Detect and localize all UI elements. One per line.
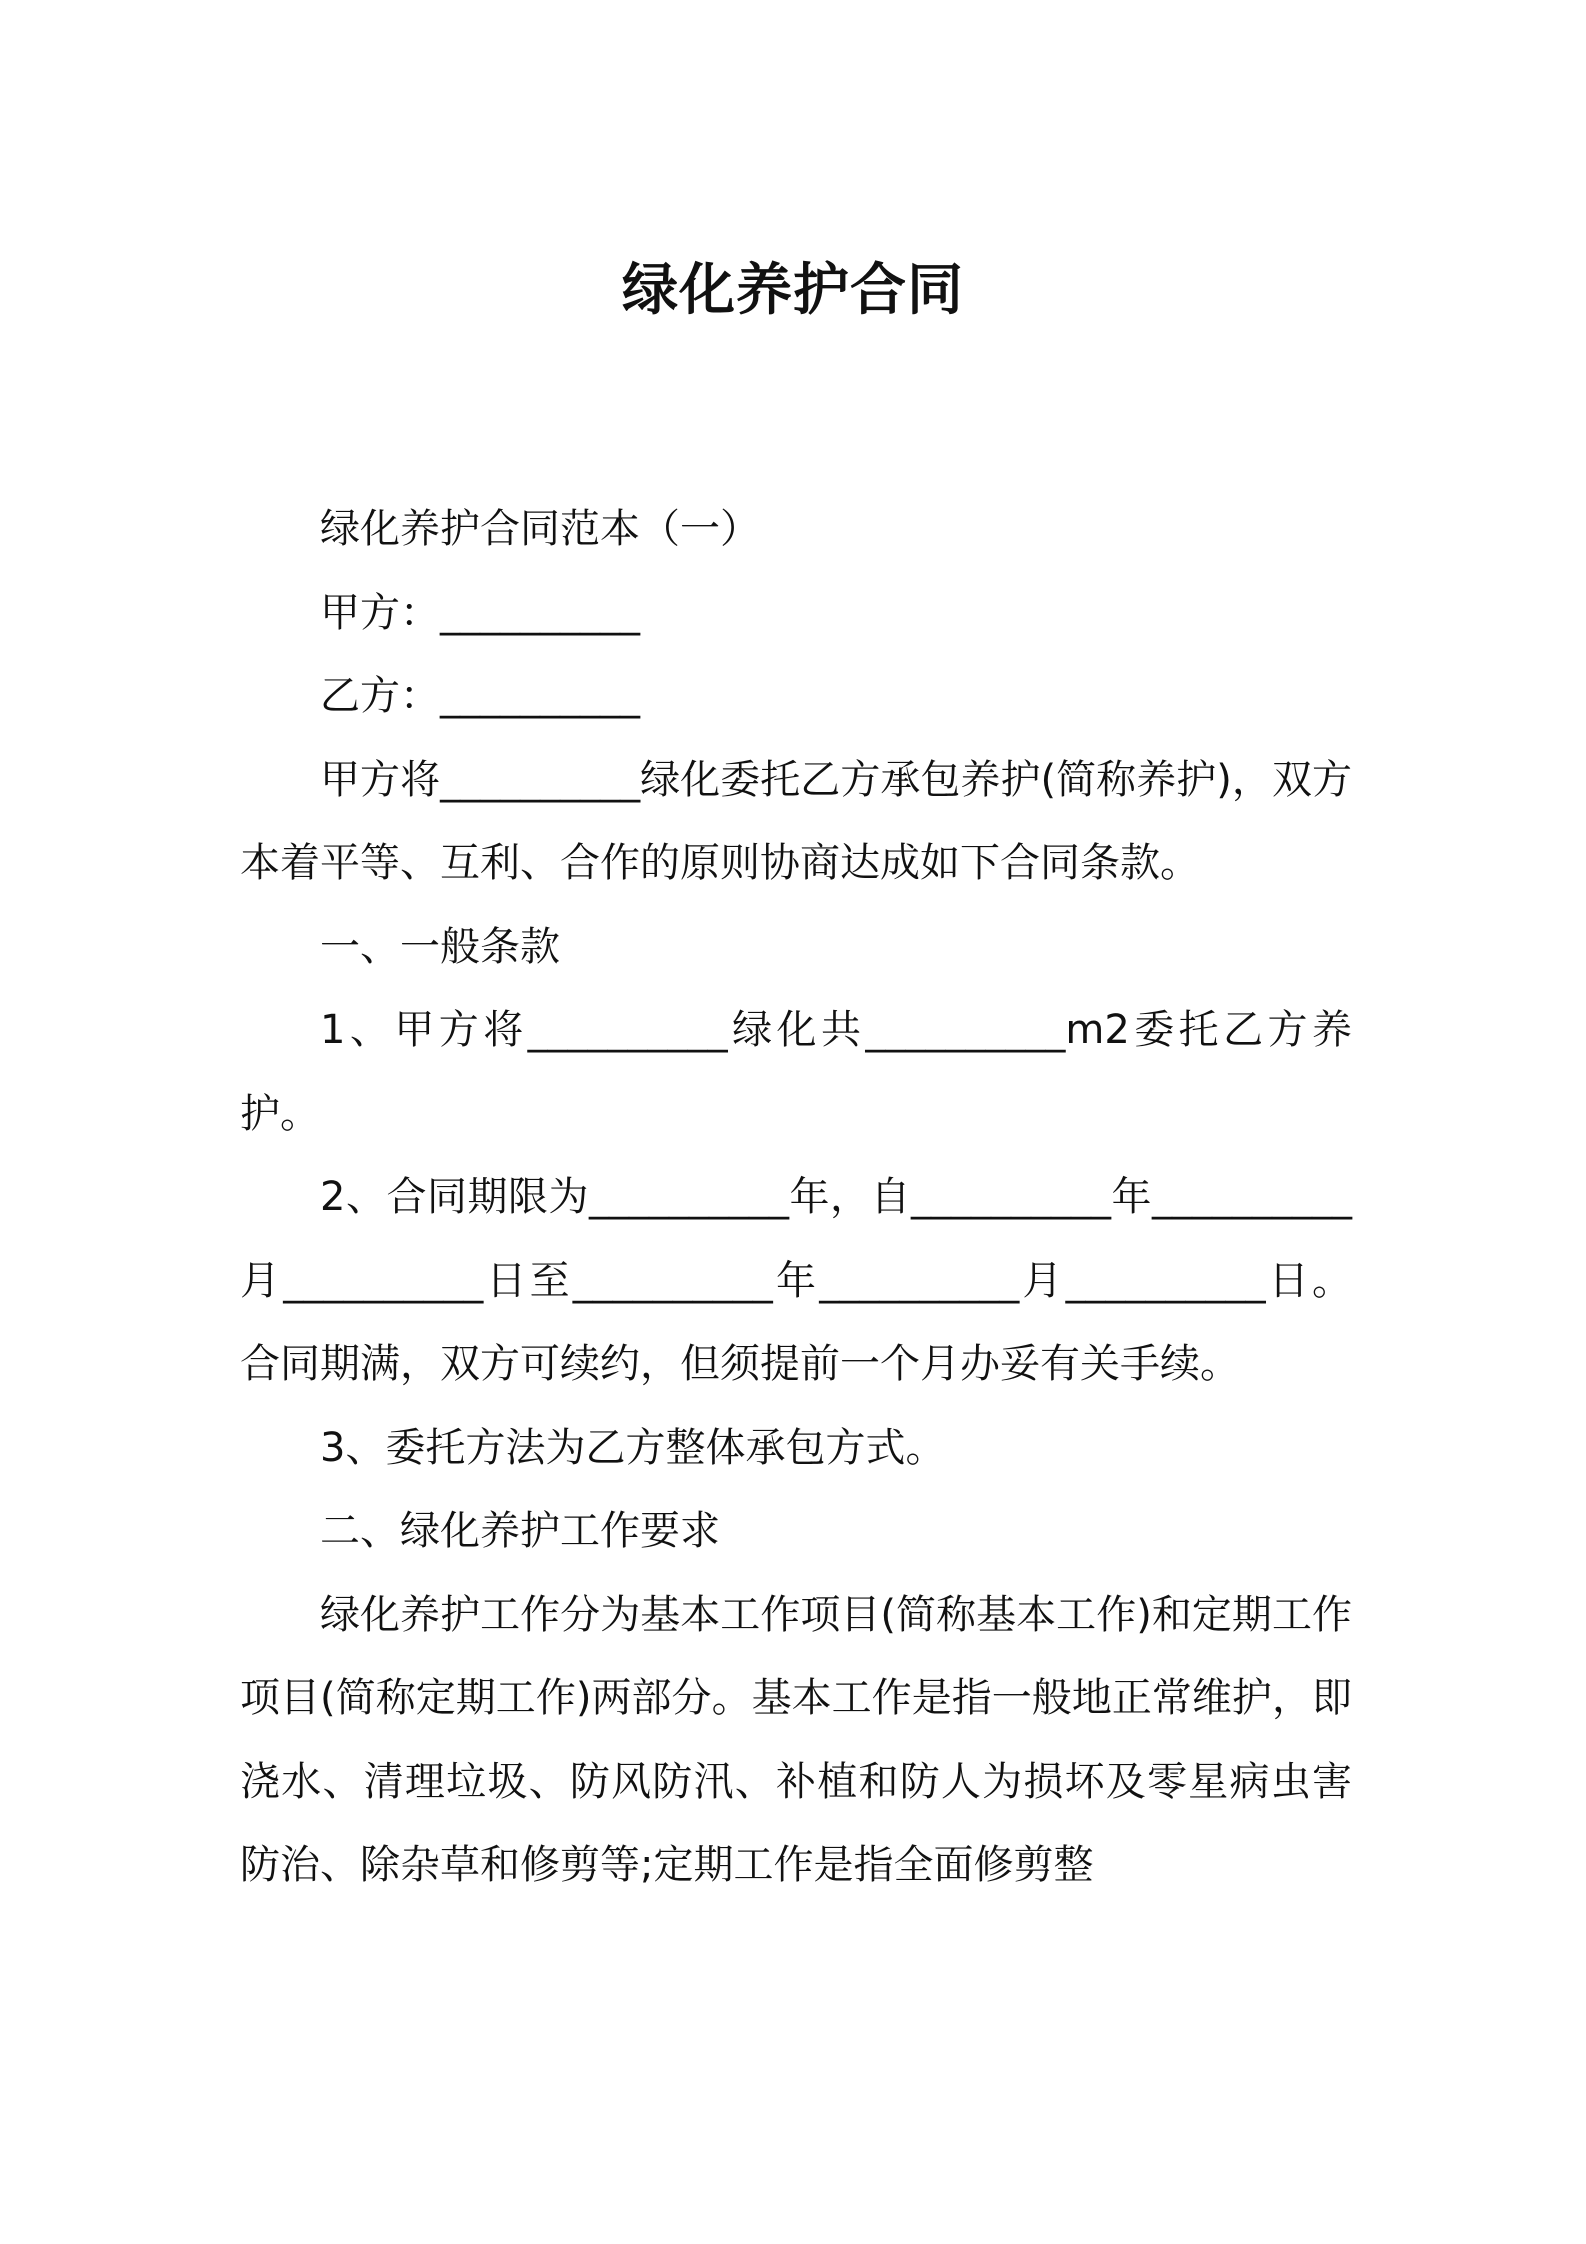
paragraph-party-a: 甲方：__________ (320, 589, 640, 636)
clause-3: 3、委托方法为乙方整体承包方式。 (320, 1424, 946, 1471)
paragraph-party-b: 乙方：__________ (320, 673, 640, 719)
paragraph-preamble: 甲方将__________绿化委托乙方承包养护(简称养护)，双方本着平等、互利、合作的原则协商达成如下合同条款。 (240, 756, 1352, 886)
paragraph-subtitle: 绿化养护合同范本（一） (320, 506, 760, 552)
section-heading-general: 一、一般条款 (320, 923, 560, 970)
document-body (240, 488, 1352, 1908)
document-title: 绿化养护合同 (622, 258, 964, 323)
section-heading-requirements: 二、绿化养护工作要求 (320, 1508, 720, 1554)
clause-2: 2、合同期限为__________年，自__________年__________月__________日至__________年__________月__________日。合同期满，双方可续约，但须提前一个月办妥有关手续。 (240, 1174, 1352, 1387)
clause-1: 1、甲方将__________绿化共__________m2委托乙方养护。 (240, 1007, 1352, 1137)
paragraph-requirements: 绿化养护工作分为基本工作项目(简称基本工作)和定期工作项目(简称定期工作)两部分。基本工作是指一般地正常维护，即浇水、清理垃圾、防风防汛、补植和防人为损坏及零星病虫害防治、除杂草和修剪等;定期工作是指全面修剪整 (240, 1591, 1352, 1888)
